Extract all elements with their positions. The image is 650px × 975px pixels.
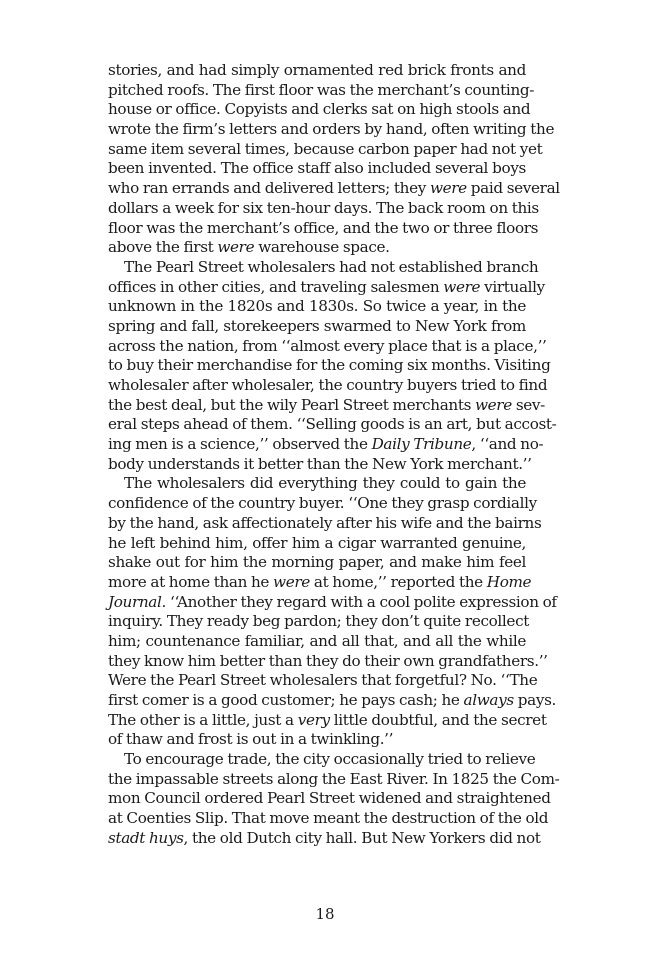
text-line: the best deal, but the wily Pearl Street merchants were sev- [108,395,545,414]
text-line: wrote the firm’s letters and orders by hand, often writing the [108,120,555,139]
text-line: body understands it better than the New York merchant.’’ [108,454,532,473]
text-line: offices in other cities, and traveling salesmen were virtually [108,277,545,296]
text-line: he left behind him, offer him a cigar warranted genuine, [108,533,526,552]
text-line: more at home than he were at home,’’ reported the Home [108,572,532,591]
text-line: to buy their merchandise for the coming six months. Visiting [108,356,551,375]
text-line: first comer is a good customer; he pays cash; he always pays. [108,691,557,709]
text-line: mon Council ordered Pearl Street widened and straightened [108,789,551,808]
page-body [108,61,560,849]
text-line: above the first were warehouse space. [108,238,390,257]
text-line: The wholesalers did everything they could to gain the [124,474,526,493]
text-line: same item several times, because carbon paper had not yet [108,139,543,158]
text-line: been invented. The office staff also included several boys [108,159,526,178]
text-line: they know him better than they do their own grandfathers.’’ [108,651,548,670]
text-line: pitched roofs. The first floor was the merchant’s counting- [108,80,535,99]
text-line: across the nation, from ‘‘almost every place that is a place,’’ [108,336,547,355]
text-line: him; countenance familiar, and all that, and all the while [108,631,526,650]
text-line: eral steps ahead of them. ‘‘Selling goods is an art, but accost- [108,415,557,434]
text-line: To encourage trade, the city occasionally tried to relieve [124,750,536,769]
text-line: The Pearl Street wholesalers had not established branch [124,257,539,276]
text-line: The other is a little, just a very little doubtful, and the secret [108,710,547,729]
text-line: of thaw and frost is out in a twinkling.’’ [108,730,394,749]
text-line: the impassable streets along the East River. In 1825 the Com- [108,769,560,788]
text-line: Were the Pearl Street wholesalers that forgetful? No. ‘‘The [108,671,538,690]
text-line: at Coenties Slip. That move meant the destruction of the old [108,809,549,828]
text-line: wholesaler after wholesaler, the country buyers tried to find [108,376,548,394]
text-line: ing men is a science,’’ observed the Daily Tribune, ‘‘and no- [108,435,544,454]
page-number: 18 [315,905,335,923]
text-line: floor was the merchant’s office, and the two or three floors [108,218,539,237]
text-line: stories, and had simply ornamented red brick fronts and [108,61,526,79]
text-line: Journal. ‘‘Another they regard with a cool polite expression of [108,592,557,611]
text-line: shake out for him the morning paper, and make him feel [108,553,526,572]
text-line: inquiry. They ready beg pardon; they don’t quite recollect [108,612,529,631]
text-line: dollars a week for six ten-hour days. The back room on this [108,198,539,217]
text-line: by the hand, ask affectionately after his wife and the bairns [108,513,542,532]
text-line: confidence of the country buyer. ‘‘One they grasp cordially [108,494,537,513]
text-line: unknown in the 1820s and 1830s. So twice a year, in the [108,297,526,316]
text-line: who ran errands and delivered letters; they were paid several [108,179,560,198]
text-line: stadt huys, the old Dutch city hall. But New Yorkers did not [108,828,541,847]
text-line: spring and fall, storekeepers swarmed to New York from [108,316,526,335]
text-line: house or office. Copyists and clerks sat on high stools and [108,100,531,119]
